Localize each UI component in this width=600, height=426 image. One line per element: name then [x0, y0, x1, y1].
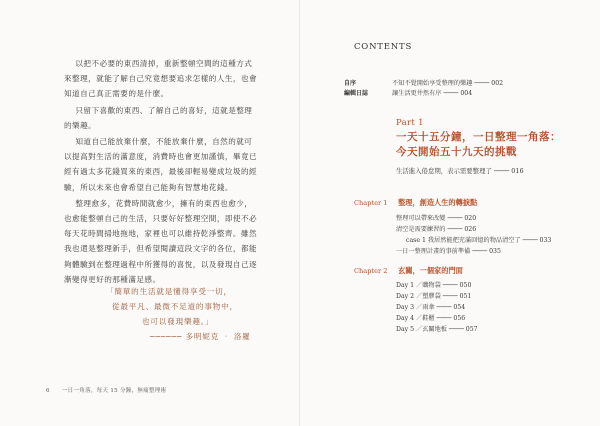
running-title: 一日一角落，每天 15 分鐘，無痛整理術 — [61, 388, 167, 394]
pull-quote — [106, 284, 266, 344]
toc-entry[interactable] — [344, 89, 503, 99]
toc-entry[interactable] — [344, 79, 503, 89]
front-matter — [344, 79, 503, 99]
front-text: 讓生活更井然有序 ──── 004 — [392, 90, 473, 97]
part-label: Part 1 — [396, 118, 424, 128]
paragraph: 知道自己能放棄什麼，不能放棄什麼，自然的就可以提高對生活的滿意度，消費時也會更加謹慎，畢竟已經有過太多花錢買來的東西，最後卻輕易變成垃圾的經驗，所以未來也會希望自己能夠有智慧地花錢。 — [64, 137, 258, 192]
part-title-line: 一天十五分鐘，一日整理一角落： — [396, 131, 561, 143]
toc-entry[interactable]: Day 5 ／玄關地板 ──── 057 — [396, 326, 478, 333]
front-label: 自序 — [344, 80, 357, 87]
front-text: 不知不覺開始享受整理的樂趣 ──── 002 — [392, 80, 504, 87]
quote-attribution: ────── 多明妮克 ‧ 洛羅 — [150, 332, 251, 341]
toc-entry[interactable]: Day 2 ／塑膠袋 ──── 051 — [396, 293, 472, 300]
contents-title: CONTENTS — [354, 42, 413, 52]
quote-line: 從最平凡、最微不足道的事物中， — [112, 302, 238, 311]
toc-entry[interactable]: Day 1 ／購物袋 ──── 050 — [396, 282, 472, 289]
toc-entry[interactable]: Day 4 ／鞋櫃 ──── 056 — [396, 315, 466, 322]
chapter-heading[interactable] — [354, 266, 463, 276]
toc-entry[interactable]: 整理可以帶來改變 ──── 020 — [396, 215, 477, 222]
chapter-heading[interactable] — [354, 198, 477, 208]
toc-entry[interactable]: Day 3 ／雨傘 ──── 054 — [396, 304, 466, 311]
toc-entry[interactable]: 清空是需要練習的 ──── 026 — [396, 226, 477, 233]
chapter-title: 整理，創造人生的轉捩點 — [398, 198, 478, 207]
quote-line: 「簡單的生活就是懂得享受一切， — [106, 287, 232, 296]
chapter-label: Chapter 2 — [354, 267, 388, 275]
paragraph: 整理愈多，花費時間就愈少，擁有的東西也愈少，也愈能整頓自己的生活，只要好好整理空間，即使不必每天花時間掃地拖地，家裡也可以維持乾淨整齊。雖然我也還是整理新手，但希望閱讀這段文字的各位，都能夠體驗到在整理過程中所獲得的喜悅，以及發現自己逐漸變得更好的那種滿足感。 — [64, 198, 258, 284]
chapter-entries — [396, 280, 478, 335]
right-page — [300, 0, 600, 426]
part-title-line: 今天開始五十九天的挑戰 — [396, 146, 517, 158]
toc-entry[interactable]: 生活進入倦怠期，表示需要整理了 ──── 016 — [396, 167, 524, 175]
paragraph: 以把不必要的東西清掉，重新整頓空間的這種方式來整理，就能了解自己究竟想要追求怎樣的人生，也會知道自己真正需要的是什麼。 — [64, 59, 258, 99]
chapter-entries — [396, 213, 551, 257]
front-label: 編輯日誌 — [344, 90, 369, 97]
chapter-label: Chapter 1 — [354, 199, 388, 207]
chapter-title: 玄關，一個家的門面 — [398, 266, 463, 275]
paragraph: 只留下喜歡的東西、了解自己的喜好，這就是整理的樂趣。 — [64, 105, 253, 130]
page-footer — [46, 386, 166, 394]
toc-entry[interactable]: case 1 我居然能把充滿回憶的物品清空了 ──── 033 — [406, 237, 552, 244]
quote-line: 也可以發現樂趣。」 — [142, 317, 214, 326]
body-text — [64, 56, 258, 288]
toc-entry[interactable]: 一日一整理計畫的事前準備 ──── 035 — [396, 248, 501, 255]
part-title[interactable] — [396, 130, 561, 160]
page-number: 6 — [46, 388, 50, 394]
